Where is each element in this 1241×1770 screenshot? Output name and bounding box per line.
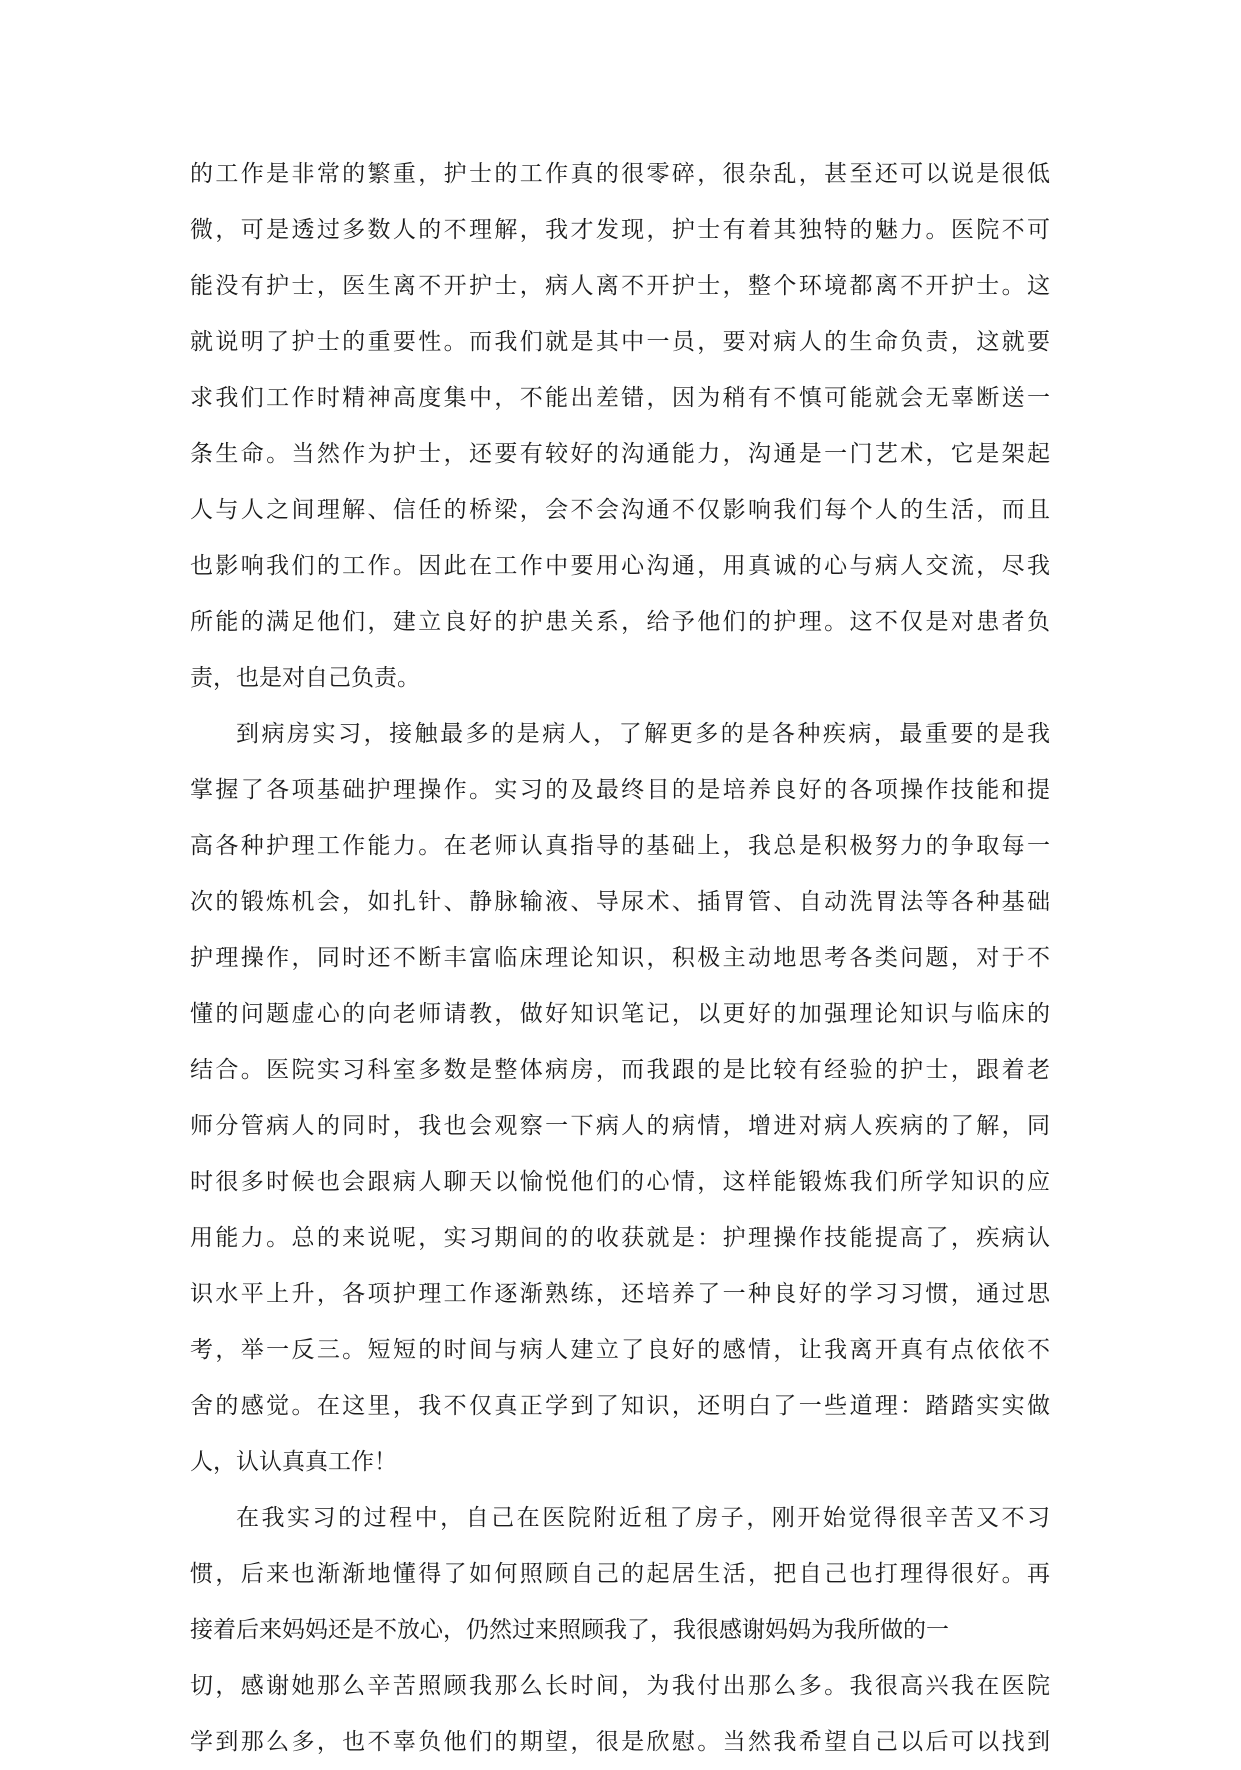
text-line: 懂的问题虚心的向老师请教，做好知识笔记，以更好的加强理论知识与临床的 — [190, 1001, 1050, 1027]
text-line: 高各种护理工作能力。在老师认真指导的基础上，我总是积极努力的争取每一 — [190, 833, 1050, 859]
text-line: 微，可是透过多数人的不理解，我才发现，护士有着其独特的魅力。医院不可 — [190, 217, 1050, 243]
text-line: 就说明了护士的重要性。而我们就是其中一员，要对病人的生命负责，这就要 — [190, 329, 1050, 355]
text-line: 次的锻炼机会，如扎针、静脉输液、导尿术、插胃管、自动洗胃法等各种基础 — [190, 889, 1050, 915]
body-text — [190, 146, 1050, 1770]
text-line: 用能力。总的来说呢，实习期间的的收获就是：护理操作技能提高了，疾病认 — [190, 1225, 1050, 1251]
text-line: 惯，后来也渐渐地懂得了如何照顾自己的起居生活，把自己也打理得很好。再 — [190, 1561, 1050, 1587]
text-line: 在我实习的过程中，自己在医院附近租了房子，刚开始觉得很辛苦又不习 — [236, 1505, 1050, 1531]
text-line: 结合。医院实习科室多数是整体病房，而我跟的是比较有经验的护士，跟着老 — [190, 1057, 1050, 1083]
text-line: 掌握了各项基础护理操作。实习的及最终目的是培养良好的各项操作技能和提 — [190, 777, 1050, 803]
text-line: 舍的感觉。在这里，我不仅真正学到了知识，还明白了一些道理：踏踏实实做 — [190, 1393, 1050, 1419]
text-line: 的工作是非常的繁重，护士的工作真的很零碎，很杂乱，甚至还可以说是很低 — [190, 161, 1050, 187]
text-line: 切，感谢她那么辛苦照顾我那么长时间，为我付出那么多。我很高兴我在医院 — [190, 1673, 1050, 1699]
text-line: 学到那么多，也不辜负他们的期望，很是欣慰。当然我希望自己以后可以找到 — [190, 1729, 1050, 1755]
text-line: 人与人之间理解、信任的桥梁，会不会沟通不仅影响我们每个人的生活，而且 — [190, 497, 1050, 523]
text-line: 所能的满足他们，建立良好的护患关系，给予他们的护理。这不仅是对患者负 — [190, 609, 1050, 635]
text-line: 师分管病人的同时，我也会观察一下病人的病情，增进对病人疾病的了解，同 — [190, 1113, 1050, 1139]
text-line: 人，认认真真工作！ — [190, 1449, 397, 1475]
text-line: 识水平上升，各项护理工作逐渐熟练，还培养了一种良好的学习习惯，通过思 — [190, 1281, 1050, 1307]
text-line: 护理操作，同时还不断丰富临床理论知识，积极主动地思考各类问题，对于不 — [190, 945, 1050, 971]
text-line: 时很多时候也会跟病人聊天以愉悦他们的心情，这样能锻炼我们所学知识的应 — [190, 1169, 1050, 1195]
text-line: 责，也是对自己负责。 — [190, 665, 420, 691]
text-line: 求我们工作时精神高度集中，不能出差错，因为稍有不慎可能就会无辜断送一 — [190, 385, 1050, 411]
text-line: 到病房实习，接触最多的是病人，了解更多的是各种疾病，最重要的是我 — [236, 721, 1050, 747]
text-line: 接着后来妈妈还是不放心，仍然过来照顾我了，我很感谢妈妈为我所做的一 — [190, 1617, 949, 1643]
text-line: 条生命。当然作为护士，还要有较好的沟通能力，沟通是一门艺术，它是架起 — [190, 441, 1050, 467]
text-line: 也影响我们的工作。因此在工作中要用心沟通，用真诚的心与病人交流，尽我 — [190, 553, 1050, 579]
text-line: 能没有护士，医生离不开护士，病人离不开护士，整个环境都离不开护士。这 — [190, 273, 1050, 299]
text-line: 考，举一反三。短短的时间与病人建立了良好的感情，让我离开真有点依依不 — [190, 1337, 1050, 1363]
